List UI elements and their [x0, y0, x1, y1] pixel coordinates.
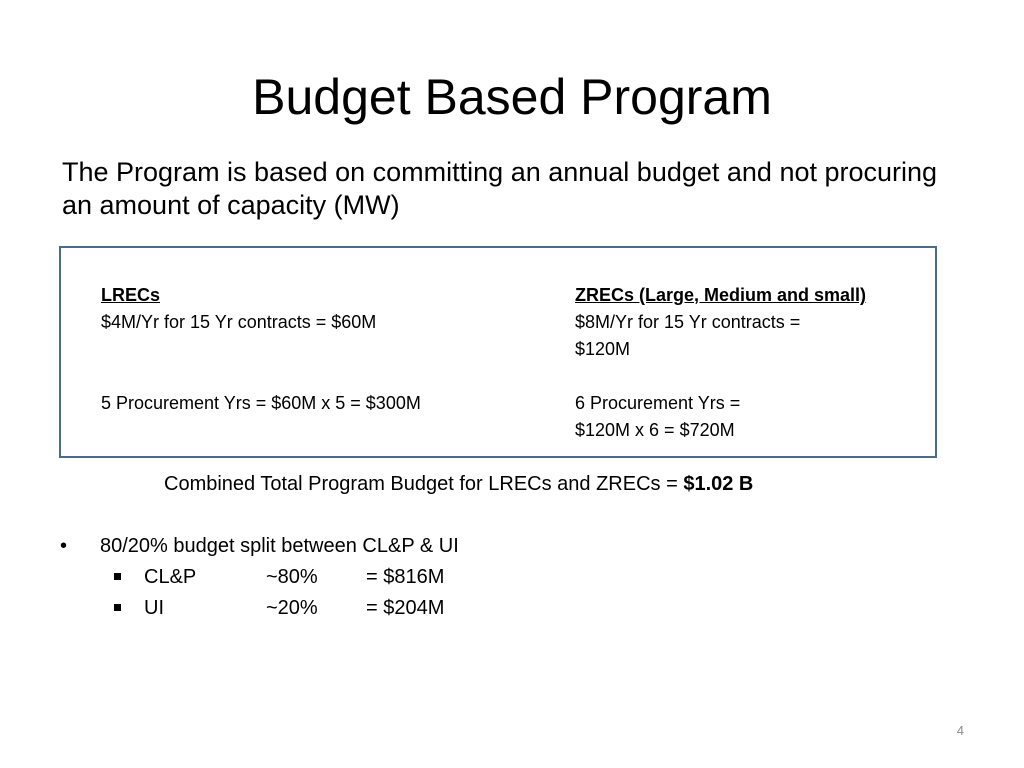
zrecs-line-annual-a: $8M/Yr for 15 Yr contracts =: [575, 312, 801, 332]
intro-text: The Program is based on committing an annual budget and not procuring an amount of capacity (MW): [62, 157, 938, 220]
square-bullet-icon: [114, 604, 121, 611]
sub-bullet-percent: ~80%: [266, 566, 318, 588]
sub-bullet-percent: ~20%: [266, 597, 318, 619]
combined-total: [164, 470, 984, 498]
bullet-budget-split-text: 80/20% budget split between CL&P & UI: [100, 535, 459, 557]
sub-bullet-amount: = $204M: [366, 597, 445, 619]
sub-bullet-clp: [60, 562, 860, 593]
bullet-budget-split: [60, 531, 860, 562]
lrecs-heading: LRECs: [101, 285, 161, 305]
sub-bullet-ui: [60, 593, 860, 624]
lrecs-column: [101, 282, 541, 417]
bullet-list: [60, 531, 860, 624]
lrecs-line-annual: $4M/Yr for 15 Yr contracts = $60M: [101, 312, 377, 332]
sub-bullet-name: CL&P: [144, 566, 197, 588]
lrecs-line-procurement: 5 Procurement Yrs = $60M x 5 = $300M: [101, 393, 421, 413]
bullet-dot-icon: •: [60, 535, 68, 557]
page-number: 4: [956, 723, 964, 738]
slide-title: Budget Based Program: [252, 69, 772, 125]
zrecs-line-procurement-a: 6 Procurement Yrs =: [575, 393, 741, 413]
zrecs-line-procurement-b: $120M x 6 = $720M: [575, 420, 735, 440]
sub-bullet-amount: = $816M: [366, 566, 445, 588]
zrecs-column: [575, 282, 895, 444]
sub-bullet-name: UI: [144, 597, 164, 619]
combined-total-label: Combined Total Program Budget for LRECs and ZRECs =: [164, 473, 684, 495]
zrecs-heading: ZRECs (Large, Medium and small): [575, 285, 867, 305]
combined-total-value: $1.02 B: [683, 473, 754, 495]
budget-box: [59, 246, 937, 458]
square-bullet-icon: [114, 573, 121, 580]
zrecs-line-annual-b: $120M: [575, 339, 631, 359]
